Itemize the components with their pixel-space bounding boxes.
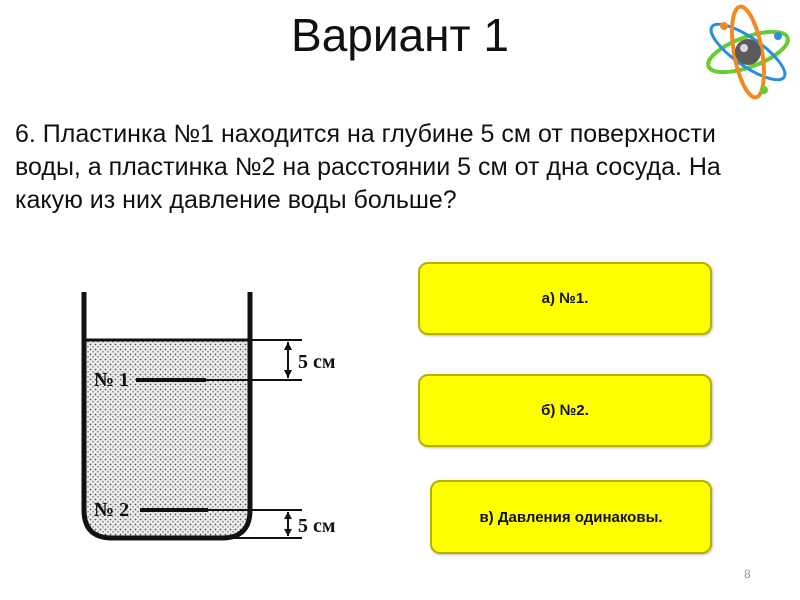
atom-icon [704, 4, 792, 100]
slide-title: Вариант 1 [291, 9, 509, 61]
bottom-dimension-label: 5 см [298, 515, 336, 537]
answer-a-button[interactable]: а) №1. [418, 262, 712, 335]
page-number: 8 [744, 567, 751, 581]
vessel-diagram [74, 288, 374, 558]
top-dimension-label: 5 см [298, 351, 336, 373]
answer-c-button[interactable]: в) Давления одинаковы. [430, 480, 712, 554]
answer-b-button[interactable]: б) №2. [418, 374, 712, 447]
plate-1-label: № 1 [94, 369, 130, 391]
question-text: 6. Пластинка №1 находится на глубине 5 см от поверхности воды, а пластинка №2 на расстоянии 5 см от дна сосуда. На какую из них давление воды больше? [15, 120, 721, 214]
plate-2-label: № 2 [94, 499, 130, 521]
